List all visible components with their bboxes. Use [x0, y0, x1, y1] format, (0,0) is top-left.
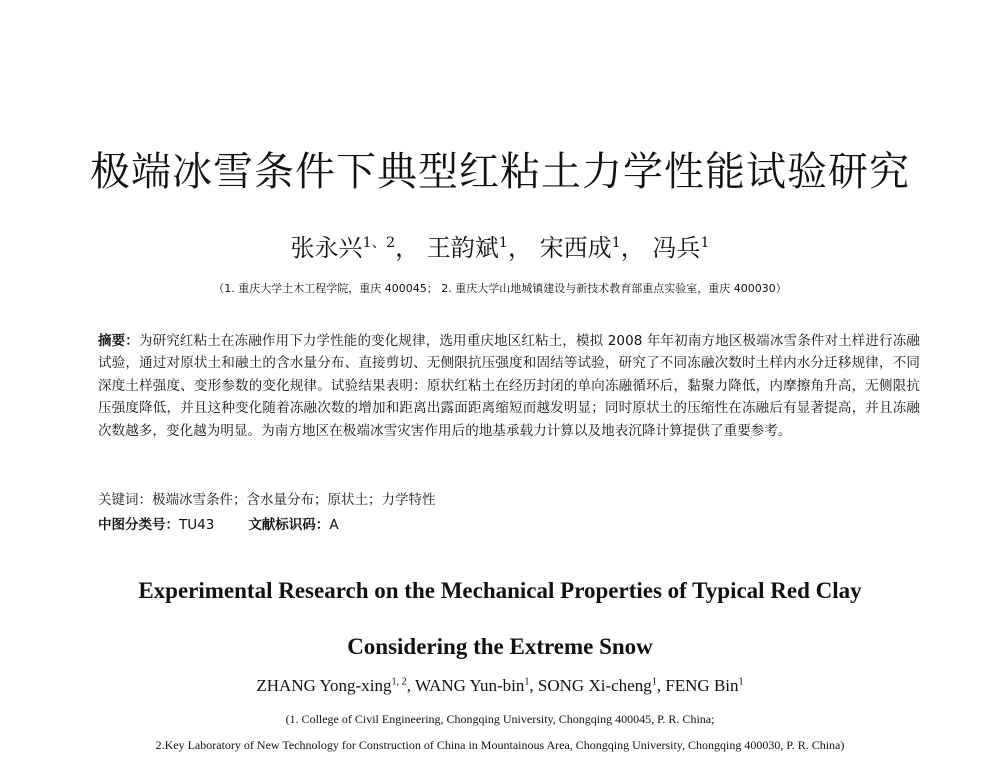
- author-separator: ,: [656, 676, 666, 695]
- author-separator: ,: [529, 676, 538, 695]
- abstract-text: 为研究红粘土在冻融作用下力学性能的变化规律，选用重庆地区红粘土，模拟 2008 年年初南方地区极端冰雪条件对土样进行冻融试验，通过对原状土和融土的含水量分布、直接剪切、无侧限抗压强度和固结等试验，研究了不同冻融次数时土样内水分迁移规律，不同深度土样强度、变形参数的变化规律。试验结果表明：原状红粘土在经历封闭的单向冻融循环后，黏聚力降低，内摩擦角升高，无侧限抗压强度降低，并且这种变化随着冻融次数的增加和距离出露面距离缩短而越发明显；同时原状土的压缩性在冻融后有显著提高，并且冻融次数越多，变化越为明显。为南方地区在极端冰雪灾害作用后的地基承载力计算以及地表沉降计算提供了重要参考。: [98, 333, 920, 439]
- author-separator: ,: [406, 676, 415, 695]
- author-affiliation-mark: 1: [611, 235, 621, 251]
- document-code-value: A: [329, 517, 339, 533]
- english-title-line-2: Considering the Extreme Snow: [347, 634, 653, 659]
- classification-line: [98, 513, 920, 533]
- english-affiliation-line-2: 2.Key Laboratory of New Technology for Construction of China in Mountainous Area, Chongqing University, Chongqing 400030, P. R. China): [155, 738, 845, 752]
- author-name: ZHANG Yong-xing: [256, 676, 392, 695]
- author-name: 冯兵: [652, 234, 701, 262]
- author-name: FENG Bin: [665, 676, 739, 695]
- chinese-abstract: [98, 330, 920, 442]
- author-name: 王韵斌: [426, 234, 499, 262]
- author-name: SONG Xi-cheng: [537, 676, 652, 695]
- author-name: 宋西成: [539, 234, 612, 262]
- author-separator: ，: [507, 234, 532, 262]
- author-name: 张永兴: [290, 234, 363, 262]
- english-authors: [0, 676, 1000, 696]
- author-affiliation-mark: 1: [700, 235, 710, 251]
- document-code-label: 文献标识码：: [248, 517, 330, 533]
- chinese-affiliation: （1. 重庆大学土木工程学院，重庆 400045； 2. 重庆大学山地城镇建设与新技术教育部重点实验室，重庆 400030）: [213, 282, 787, 295]
- chinese-authors: [0, 228, 1000, 263]
- english-title-line-1: Experimental Research on the Mechanical Properties of Typical Red Clay: [138, 578, 862, 603]
- abstract-label: 摘要：: [98, 333, 139, 349]
- author-affiliation-mark: 1: [651, 676, 657, 688]
- author-affiliation-mark: 1, 2: [391, 676, 407, 688]
- author-name: WANG Yun-bin: [414, 676, 525, 695]
- author-separator: ，: [395, 234, 420, 262]
- author-separator: ，: [620, 234, 645, 262]
- keywords-text: 极端冰雪条件；含水量分布；原状土；力学特性: [152, 492, 436, 508]
- keywords-label: 关键词：: [98, 492, 152, 508]
- chinese-keywords: [98, 488, 920, 508]
- chinese-title: 极端冰雪条件下典型红粘土力学性能试验研究: [90, 149, 910, 195]
- clc-value: TU43: [179, 517, 215, 533]
- clc-label: 中图分类号：: [98, 517, 179, 533]
- author-affiliation-mark: 1: [738, 676, 744, 688]
- author-affiliation-mark: 1、2: [362, 235, 396, 251]
- author-affiliation-mark: 1: [524, 676, 530, 688]
- author-affiliation-mark: 1: [498, 235, 508, 251]
- english-affiliation-line-1: (1. College of Civil Engineering, Chongqing University, Chongqing 400045, P. R. China;: [285, 712, 715, 726]
